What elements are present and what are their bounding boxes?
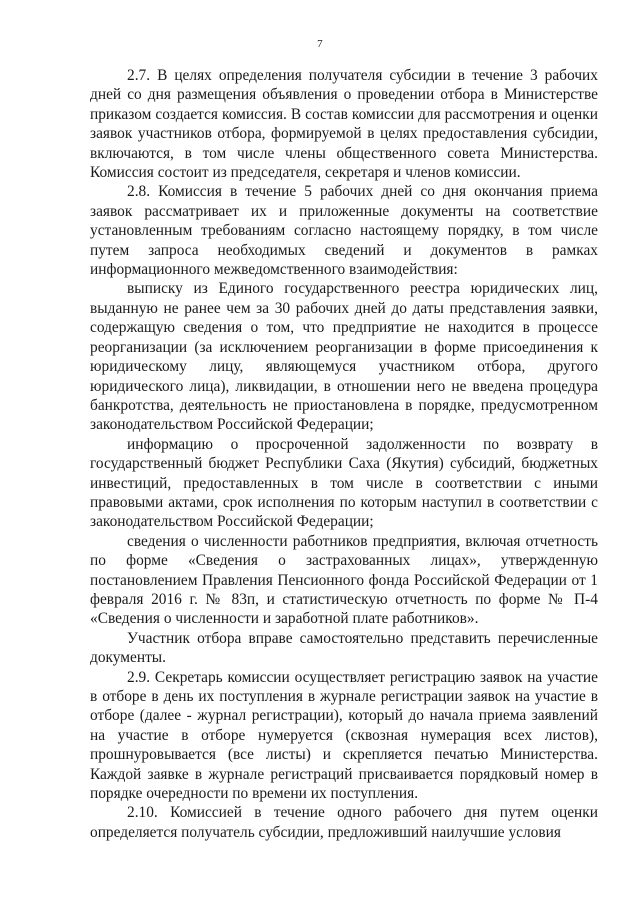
paragraph-2-7: 2.7. В целях определения получателя субсидии в течение 3 рабочих дней со дня размещения объявления о проведении отбора в Министерстве приказом создается комиссия. В состав комиссии для рассмотрения и оценки заявок участников отбора, формируемой в целях предоставления субсидии, включаются, в том числе члены общественного совета Министерства. Комиссия состоит из председателя, секретаря и членов комиссии. [90,67,598,182]
paragraph-self-submission: Участник отбора вправе самостоятельно представить перечисленные документы. [90,629,598,667]
paragraph-egrul-extract: выписку из Единого государственного реестра юридических лиц, выданную не ранее чем за 30 рабочих дней до даты представления заявки, содержащую сведения о том, что предприятие не находится в процессе реорганизации (за исключением реорганизации в форме присоединения к юридическому лицу, являющемуся участником отбора, другого юридического лица), ликвидации, в отношении него не введена процедура банкротства, деятельность не приостановлена в порядке, предусмотренном законодательством Российской Федерации; [90,280,598,434]
paragraph-2-9: 2.9. Секретарь комиссии осуществляет регистрацию заявок на участие в отборе в день их поступления в журнале регистрации заявок на участие в отборе (далее - журнал регистрации), который до начала приема заявлений на участие в отборе нумеруется (сквозная нумерация всех листов), прошнуровывается (все листы) и скрепляется печатью Министерства. Каждой заявке в журнале регистраций присваивается порядковый номер в порядке очередности по времени их поступления. [90,668,598,803]
paragraph-employee-info: сведения о численности работников предприятия, включая отчетность по форме «Сведения о застрахованных лицах», утвержденную постановлением Правления Пенсионного фонда Российской Федерации от 1 февраля 2016 г. № 83п, и статистическую отчетность по форме № П-4 «Сведения о численности и заработной плате работников». [90,532,598,628]
paragraph-2-8: 2.8. Комиссия в течение 5 рабочих дней со дня окончания приема заявок рассматривает их и приложенные документы на соответствие установленным требованиям согласно настоящему порядку, в том числе путем запроса необходимых сведений и документов в рамках информационного межведомственного взаимодействия: [90,183,598,279]
paragraph-2-10: 2.10. Комиссией в течение одного рабочего дня путем оценки определяется получатель субсидии, предложивший наилучшие условия [90,804,598,841]
document-body [90,66,598,842]
page-number: 7 [317,38,323,50]
paragraph-debt-info: информацию о просроченной задолженности по возврату в государственный бюджет Республики Саха (Якутия) субсидий, бюджетных инвестиций, предоставленных в том числе в соответствии с иными правовыми актами, срок исполнения по которым наступил в соответствии с законодательством Российской Федерации; [90,435,598,531]
